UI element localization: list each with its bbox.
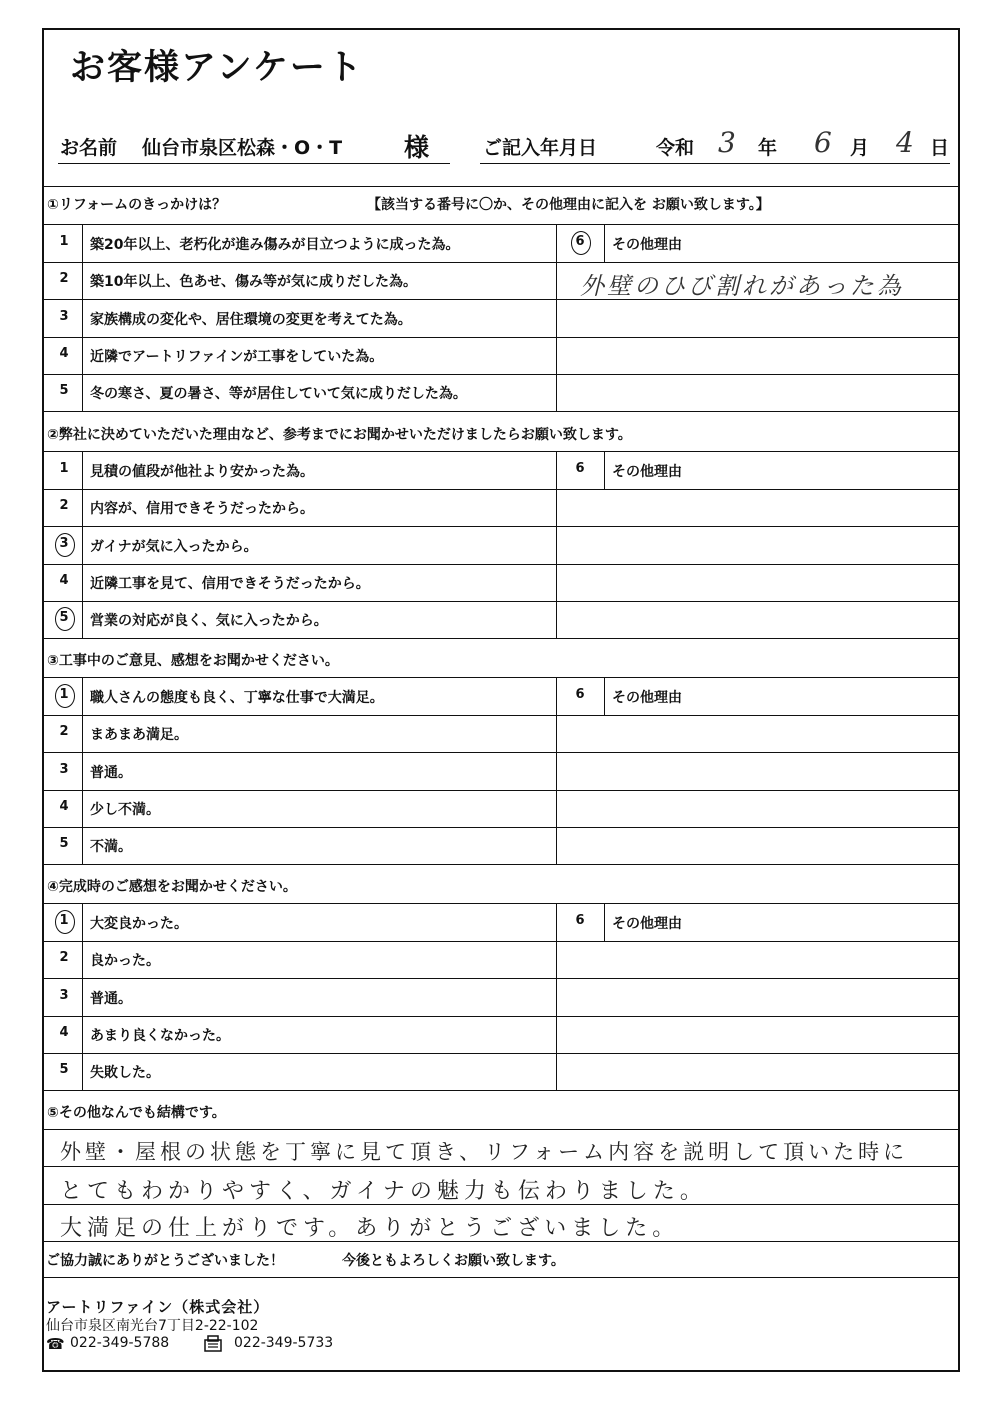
month-value: 6	[814, 126, 832, 159]
s4-other-label: その他理由	[612, 916, 682, 932]
section1-heading: ①リフォームのきっかけは？	[47, 197, 227, 213]
s3-other-label: その他理由	[612, 690, 682, 706]
page-title: お客様アンケート	[70, 48, 364, 88]
s2-other-label: その他理由	[612, 464, 682, 480]
company-address: 仙台市泉区南光台7丁目2-22-102	[46, 1318, 259, 1334]
month-unit: 月	[850, 137, 870, 159]
day-value: 4	[896, 126, 914, 159]
day-unit: 日	[930, 137, 950, 159]
date-label: ご記入年月日	[483, 137, 598, 159]
s4-num-4: 4	[59, 1025, 69, 1040]
comment-line-3: 大満足の仕上がりです。ありがとうございました。	[60, 1216, 680, 1241]
s2-item-1: 見積の値段が他社より安かった為。	[90, 464, 314, 480]
section4-heading: ④完成時のご感想をお聞かせください。	[47, 879, 297, 895]
s1-item-1: 築20年以上、老朽化が進み傷みが目立つように成った為。	[90, 237, 460, 253]
era: 令和	[656, 137, 695, 159]
s1-item-2: 築10年以上、色あせ、傷み等が気に成りだした為。	[90, 274, 418, 290]
s2-num-1: 1	[59, 461, 69, 476]
date-underline	[480, 163, 950, 164]
s1-item-5: 冬の寒さ、夏の暑さ、等が居住していて気に成りだした為。	[90, 386, 467, 402]
s4-item-3: 普通。	[90, 991, 132, 1007]
section2-heading: ②弊社に決めていただいた理由など、参考までにお聞かせいただけましたらお願い致します。	[47, 427, 632, 443]
s4-item-2: 良かった。	[90, 953, 160, 969]
s4-item-4: あまり良くなかった。	[90, 1028, 230, 1044]
s1-item-4: 近隣でアートリファインが工事をしていた為。	[90, 349, 384, 365]
s2-num-4: 4	[59, 573, 69, 588]
name-value: 仙台市泉区松森・O・T	[142, 137, 343, 159]
s1-num-5: 5	[59, 383, 69, 398]
s3-num-4: 4	[59, 799, 69, 814]
s3-num-5: 5	[59, 836, 69, 851]
s2-item-5: 営業の対応が良く、気に入ったから。	[90, 613, 328, 629]
s2-item-2: 内容が、信用できそうだったから。	[90, 501, 314, 517]
s1-other-label: その他理由	[612, 237, 682, 253]
section3-heading: ③工事中のご意見、感想をお聞かせください。	[47, 653, 339, 669]
s3-num-3: 3	[59, 762, 69, 777]
s3-other-num: 6	[575, 687, 585, 702]
honorific: 様	[404, 133, 430, 162]
s2-item-3: ガイナが気に入ったから。	[90, 539, 258, 555]
s2-num-2: 2	[59, 498, 69, 513]
s4-num-2: 2	[59, 950, 69, 965]
s2-num-3: 3	[59, 536, 69, 551]
s1-num-1: 1	[59, 234, 69, 249]
s3-num-1: 1	[59, 687, 69, 702]
name-label: お名前	[60, 137, 118, 159]
fax-number: 022-349-5733	[234, 1335, 334, 1351]
s1-num-4: 4	[59, 346, 69, 361]
s3-item-2: まあまあ満足。	[90, 727, 188, 743]
s4-num-5: 5	[59, 1062, 69, 1077]
s1-item-3: 家族構成の変化や、居住環境の変更を考えてた為。	[90, 312, 412, 328]
s3-item-1: 職人さんの態度も良く、丁寧な仕事で大満足。	[90, 690, 384, 706]
s4-num-1: 1	[59, 913, 69, 928]
comment-line-1: 外壁・屋根の状態を丁寧に見て頂き、リフォーム内容を説明して頂いた時に	[60, 1140, 909, 1164]
name-underline	[58, 163, 450, 164]
s3-item-4: 少し不満。	[90, 802, 160, 818]
s1-other-num: 6	[575, 234, 585, 249]
phone-icon: ☎	[46, 1335, 65, 1353]
year-value: 3	[718, 126, 736, 159]
s3-num-2: 2	[59, 724, 69, 739]
s2-num-5: 5	[59, 610, 69, 625]
comment-line-2: とてもわかりやすく、ガイナの魅力も伝わりました。	[60, 1179, 707, 1204]
s2-other-num: 6	[575, 461, 585, 476]
thanks-text: ご協力誠にありがとうございました！	[46, 1253, 284, 1269]
section1-instruction: 【該当する番号に〇か、その他理由に記入を お願い致します。】	[367, 197, 770, 213]
s1-num-2: 2	[59, 271, 69, 286]
s2-item-4: 近隣工事を見て、信用できそうだったから。	[90, 576, 370, 592]
s4-other-num: 6	[575, 913, 585, 928]
regards-text: 今後ともよろしくお願い致します。	[342, 1253, 565, 1269]
s4-item-5: 失敗した。	[90, 1065, 160, 1081]
s1-num-3: 3	[59, 309, 69, 324]
s1-other-answer: 外壁のひび割れがあった為	[580, 272, 904, 300]
s3-item-5: 不満。	[90, 839, 132, 855]
fax-icon	[204, 1335, 222, 1352]
section5-heading: ⑤その他なんでも結構です。	[47, 1105, 226, 1121]
year-unit: 年	[758, 137, 778, 159]
s4-num-3: 3	[59, 988, 69, 1003]
phone-number: 022-349-5788	[70, 1335, 170, 1351]
s3-item-3: 普通。	[90, 765, 132, 781]
s4-item-1: 大変良かった。	[90, 916, 188, 932]
company-name: アートリファイン（株式会社）	[46, 1298, 270, 1316]
